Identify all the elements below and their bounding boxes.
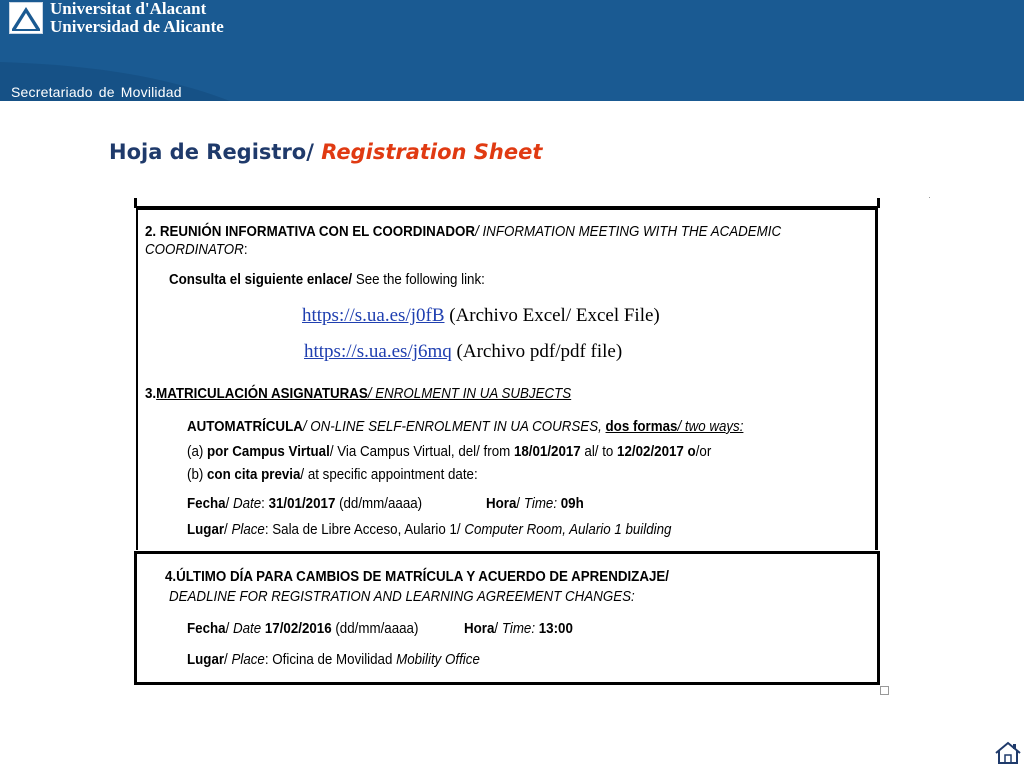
- pdf-link-line: [304, 341, 622, 363]
- lugar-sep: /: [224, 652, 232, 668]
- section2-heading-en: / INFORMATION MEETING WITH THE ACADEMIC: [475, 224, 782, 240]
- date-colon: :: [261, 496, 269, 512]
- option-a-campus: por Campus Virtual: [207, 444, 330, 460]
- option-a-or: /or: [695, 444, 712, 460]
- section2-heading-end: :: [243, 242, 248, 258]
- option-a-to: al/ to: [580, 444, 618, 460]
- section3-heading-es: MATRICULACIÓN ASIGNATURAS: [156, 386, 368, 402]
- automatricula-line: [187, 418, 743, 436]
- option-b-line: [187, 466, 478, 484]
- consult-en: See the following link:: [352, 272, 485, 288]
- pdf-file-desc: (Archivo pdf/pdf file): [451, 341, 623, 362]
- section2-number: 2: [145, 224, 153, 240]
- option-b-appointment: con cita previa: [207, 467, 301, 483]
- fecha-value: 31/01/2017: [268, 496, 336, 512]
- time-label-en: Time:: [501, 621, 536, 637]
- department-name: [11, 84, 188, 100]
- fecha-format: (dd/mm/aaaa): [331, 621, 419, 637]
- consult-es: Consulta el siguiente enlace/: [169, 272, 353, 288]
- fecha-format: (dd/mm/aaaa): [335, 496, 423, 512]
- automatricula-es: AUTOMATRÍCULA: [187, 419, 303, 435]
- section2-heading: [145, 223, 781, 241]
- section2-heading-en-line2: COORDINATOR: [145, 242, 244, 258]
- lugar-value-es: : Oficina de Movilidad: [264, 652, 397, 668]
- section4-heading-es: .ÚLTIMO DÍA PARA CAMBIOS DE MATRÍCULA Y ACUERDO DE APRENDIZAJE/: [172, 569, 670, 585]
- home-icon[interactable]: [994, 741, 1022, 765]
- university-logo-icon: [9, 2, 43, 34]
- page-title-es: Hoja de Registro/: [109, 140, 322, 164]
- lugar-value-en: Mobility Office: [396, 652, 480, 668]
- section4-time: [464, 620, 573, 638]
- hora-value: 13:00: [535, 621, 573, 637]
- page-title: [109, 140, 542, 164]
- pdf-file-link[interactable]: https://s.ua.es/j6mq: [304, 341, 452, 362]
- lugar-sep: /: [224, 522, 232, 538]
- header-banner: [0, 0, 1024, 101]
- section3-time: [486, 495, 584, 513]
- option-b-rest: / at specific appointment date:: [300, 467, 478, 483]
- section4-place-line: [187, 651, 480, 669]
- two-ways-en: / two ways:: [677, 419, 744, 435]
- registration-document: [134, 198, 880, 686]
- hora-value: 09h: [557, 496, 584, 512]
- section4-heading: [165, 568, 669, 586]
- lugar-value-es: : Sala de Libre Acceso, Aulario 1/: [264, 522, 465, 538]
- resize-handle: [880, 686, 889, 695]
- lugar-label: Lugar: [187, 522, 225, 538]
- section3-number: 3.: [145, 386, 157, 402]
- university-name-valencian: Universitat d'Alacant: [50, 0, 207, 18]
- option-a-line: [187, 443, 711, 461]
- department-word: Secretariado: [11, 84, 93, 100]
- option-a-end-date: 12/02/2017: [617, 444, 684, 460]
- option-a-o: o: [683, 444, 696, 460]
- fecha-label: Fecha: [187, 496, 226, 512]
- excel-file-desc: (Archivo Excel/ Excel File): [444, 305, 660, 326]
- date-label-en: Date: [232, 496, 262, 512]
- section4-heading-en-line: [169, 588, 635, 606]
- section3-place-line: [187, 521, 671, 539]
- option-a-from: / Via Campus Virtual, del/ from: [329, 444, 514, 460]
- department-word: Movilidad: [120, 84, 182, 100]
- consult-line: [169, 271, 485, 289]
- section2-heading-line2: [145, 241, 248, 259]
- date-label-en: Date: [232, 621, 262, 637]
- section4-date-line: [187, 620, 418, 638]
- automatricula-en: / ON-LINE SELF-ENROLMENT IN UA COURSES,: [302, 419, 602, 435]
- section3-date-line: [187, 495, 422, 513]
- hora-sep: /: [516, 496, 524, 512]
- section3-heading-en: / ENROLMENT IN UA SUBJECTS: [367, 386, 572, 402]
- excel-file-link[interactable]: https://s.ua.es/j0fB: [302, 305, 445, 326]
- excel-link-line: [302, 305, 660, 327]
- university-name-spanish: Universidad de Alicante: [50, 17, 224, 36]
- fecha-sep: /: [225, 496, 233, 512]
- fecha-sep: /: [225, 621, 233, 637]
- lugar-label: Lugar: [187, 652, 225, 668]
- section4-heading-en: DEADLINE FOR REGISTRATION AND LEARNING AGREEMENT CHANGES:: [169, 589, 635, 605]
- page-title-en: Registration Sheet: [321, 140, 543, 164]
- section3-heading: [145, 385, 571, 403]
- option-a-prefix: (a): [187, 444, 208, 460]
- department-word: de: [98, 84, 115, 100]
- hora-label: Hora: [464, 621, 495, 637]
- section4-number: 4: [165, 569, 173, 585]
- hora-label: Hora: [486, 496, 517, 512]
- fecha-value: 17/02/2016: [261, 621, 332, 637]
- section2-heading-es: . REUNIÓN INFORMATIVA CON EL COORDINADOR: [152, 224, 476, 240]
- place-label-en: Place: [231, 652, 265, 668]
- time-label-en: Time:: [523, 496, 558, 512]
- hora-sep: /: [494, 621, 502, 637]
- stray-dot: [929, 197, 930, 198]
- fecha-label: Fecha: [187, 621, 226, 637]
- option-a-start-date: 18/01/2017: [513, 444, 581, 460]
- two-ways-es: dos formas: [605, 419, 678, 435]
- option-b-prefix: (b): [187, 467, 208, 483]
- lugar-value-en: Computer Room, Aulario 1 building: [464, 522, 672, 538]
- place-label-en: Place: [231, 522, 265, 538]
